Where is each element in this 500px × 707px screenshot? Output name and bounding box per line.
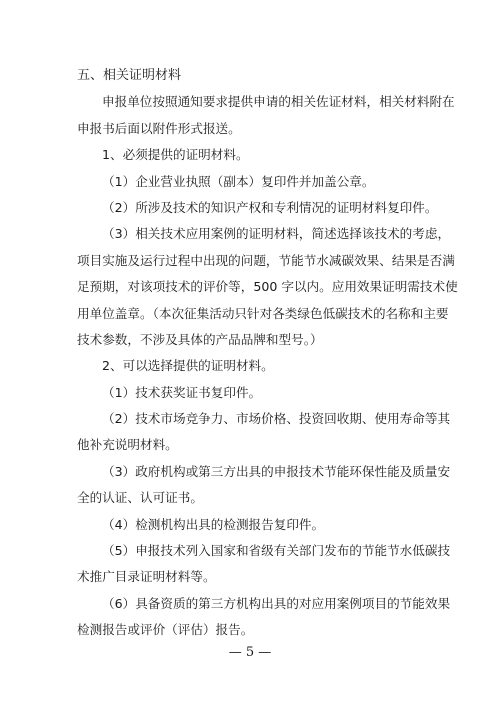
list-item: （2）技术市场竞争力、市场价格、投资回收期、使用寿命等其 (102, 411, 451, 427)
list-item: （1）技术获奖证书复印件。 (102, 384, 262, 400)
body-line: 足预期，对该项技术的评价等，500 字以内。应用效果证明需技术使 (77, 279, 458, 295)
list-item: （4）检测机构出具的检测报告复印件。 (102, 516, 325, 532)
subsection-heading: 1、必须提供的证明材料。 (102, 147, 249, 163)
list-item: （2）所涉及技术的知识产权和专利情况的证明材料复印件。 (102, 199, 438, 215)
list-item: （6）具备资质的第三方机构出具的对应用案例项目的节能效果 (102, 595, 451, 611)
body-line: 他补充说明材料。 (77, 437, 178, 453)
subsection-heading: 2、可以选择提供的证明材料。 (102, 358, 274, 374)
document-body (77, 63, 458, 644)
body-line: 术推广目录证明材料等。 (77, 569, 216, 585)
body-line: 技术参数，不涉及具体的产品品牌和型号。） (77, 331, 323, 347)
body-line: 项目实施及运行过程中出现的问题，节能节水减碳效果、结果是否满 (77, 252, 455, 268)
body-line: 全的认证、认可证书。 (77, 490, 203, 506)
body-line: 申报单位按照通知要求提供申请的相关佐证材料，相关材料附在 (102, 94, 455, 110)
page-number: — 5 — (228, 645, 272, 660)
list-item: （1）企业营业执照（副本）复印件并加盖公章。 (102, 173, 375, 189)
list-item: （5）申报技术列入国家和省级有关部门发布的节能节水低碳技 (102, 543, 451, 559)
list-item: （3）政府机构或第三方出具的申报技术节能环保性能及质量安 (102, 463, 451, 479)
body-line: 用单位盖章。（本次征集活动只针对各类绿色低碳技术的名称和主要 (77, 305, 449, 321)
section-heading: 五、相关证明材料 (77, 68, 182, 83)
body-line: 检测报告或评价（评估）报告。 (77, 622, 254, 638)
body-line: 申报书后面以附件形式报送。 (77, 120, 241, 136)
list-item: （3）相关技术应用案例的证明材料，简述选择该技术的考虑， (102, 226, 451, 242)
